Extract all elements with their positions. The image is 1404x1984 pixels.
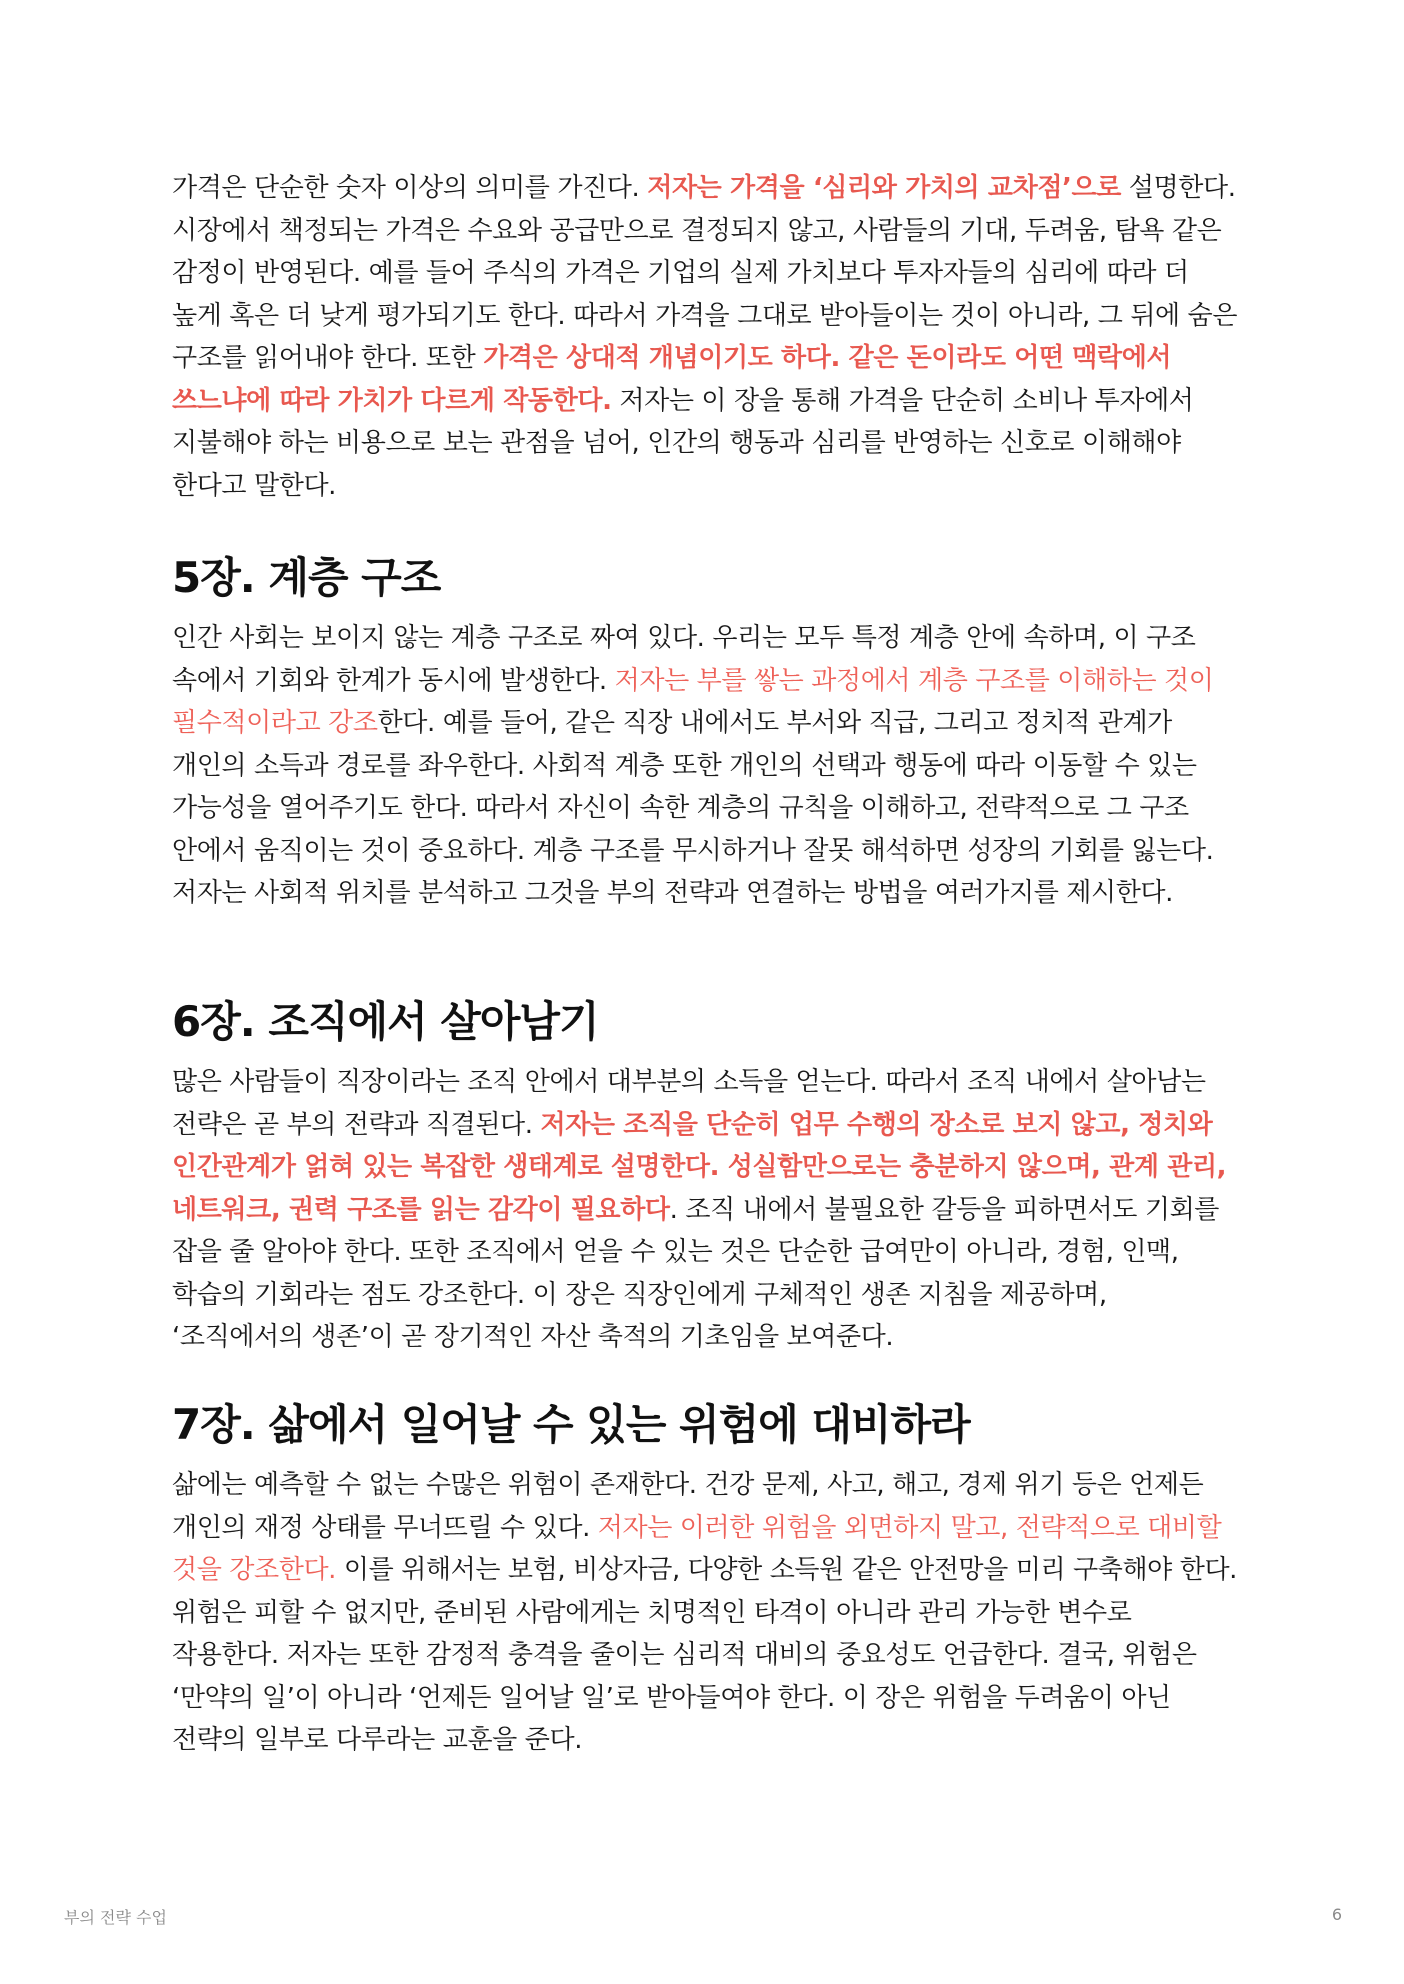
text-segment: 인간 사회는 보이지 않는 계층 구조로 짜여 있다. 우리는 모두 특정 계층 안에 속하며, 이 구조 속에서 기회와 한계가 동시에 발생한다. [172,623,1196,696]
chapter7-paragraph [172,1464,1242,1762]
paragraph-price [172,167,1242,507]
text-segment: . 조직 내에서 불필요한 갈등을 피하면서도 기회를 잡을 줄 알아야 한다. 또한 조직에서 얻을 수 있는 것은 단순한 급여만이 아니라, 경험, 인맥, 학습의 기회라는 점도 강조한다. 이 장은 직장인에게 구체적인 생존 지침을 제공하며, ‘조직에서의 생존’이 곧 장기적인 자산 축적의 기초임을 보여준다. [172,1194,1219,1352]
chapter5-paragraph [172,617,1242,915]
footer-book-title: 부의 전략 수업 [64,1908,167,1927]
text-segment: 많은 사람들이 직장이라는 조직 안에서 대부분의 소득을 얻는다. 따라서 조직 내에서 살아남는 전략은 곧 부의 전략과 직결된다. [172,1067,1206,1140]
chapter5-heading: 5장. 계층 구조 [172,553,441,602]
text-segment: 한다. 예를 들어, 같은 직장 내에서도 부서와 직급, 그리고 정치적 관계가 개인의 소득과 경로를 좌우한다. 사회적 계층 또한 개인의 선택과 행동에 따라 이동할 수 있는 가능성을 열어주기도 한다. 따라서 자신이 속한 계층의 규칙을 이해하고, 전략적으로 그 구조 안에서 움직이는 것이 중요하다. 계층 구조를 무시하거나 잘못 해석하면 성장의 기회를 잃는다. 저자는 사회적 위치를 분석하고 그것을 부의 전략과 연결하는 방법을 여러가지를 제시한다. [172,708,1214,908]
footer-page-number: 6 [1331,1905,1342,1924]
text-segment: 이를 위해서는 보험, 비상자금, 다양한 소득원 같은 안전망을 미리 구축해야 한다. 위험은 피할 수 없지만, 준비된 사람에게는 치명적인 타격이 아니라 관리 가능한 변수로 작용한다. 저자는 또한 감정적 충격을 줄이는 심리적 대비의 중요성도 언급한다. 결국, 위험은 ‘만약의 일’이 아니라 ‘언제든 일어날 일’로 받아들여야 한다. 이 장은 위험을 두려움이 아닌 전략의 일부로 다루라는 교훈을 준다. [172,1555,1238,1755]
highlight-segment: 가격은 상대적 개념이기도 하다. 같은 돈이라도 어떤 맥락에서 쓰느냐에 따라 가치가 다르게 작동한다. [172,343,1172,416]
text-segment: 가격은 단순한 숫자 이상의 의미를 가진다. [172,173,648,203]
chapter6-heading: 6장. 조직에서 살아남기 [172,997,599,1046]
chapter7-heading: 7장. 삶에서 일어날 수 있는 위험에 대비하라 [172,1400,970,1449]
highlight-segment: 저자는 부를 쌓는 과정에서 계층 구조를 이해하는 것이 필수적이라고 강조 [172,665,1214,738]
highlight-segment: 저자는 가격을 ‘심리와 가치의 교차점’으로 [647,173,1121,203]
text-segment: 삶에는 예측할 수 없는 수많은 위험이 존재한다. 건강 문제, 사고, 해고, 경제 위기 등은 언제든 개인의 재정 상태를 무너뜨릴 수 있다. [172,1470,1204,1543]
chapter6-paragraph [172,1061,1242,1359]
text-segment: 저자는 이 장을 통해 가격을 단순히 소비나 투자에서 지불해야 하는 비용으로 보는 관점을 넘어, 인간의 행동과 심리를 반영하는 신호로 이해해야 한다고 말한다. [172,385,1194,501]
highlight-segment: 저자는 이러한 위험을 외면하지 말고, 전략적으로 대비할 것을 강조한다. [172,1512,1222,1585]
text-segment: 설명한다. 시장에서 책정되는 가격은 수요와 공급만으로 결정되지 않고, 사람들의 기대, 두려움, 탐욕 같은 감정이 반영된다. 예를 들어 주식의 가격은 기업의 실제 가치보다 투자자들의 심리에 따라 더 높게 혹은 더 낮게 평가되기도 한다. 따라서 가격을 그대로 받아들이는 것이 아니라, 그 뒤에 숨은 구조를 읽어내야 한다. 또한 [172,173,1238,373]
highlight-segment: 저자는 조직을 단순히 업무 수행의 장소로 보지 않고, 정치와 인간관계가 얽혀 있는 복잡한 생태계로 설명한다. 성실함만으로는 충분하지 않으며, 관계 관리, 네트워크, 권력 구조를 읽는 감각이 필요하다 [172,1109,1227,1225]
